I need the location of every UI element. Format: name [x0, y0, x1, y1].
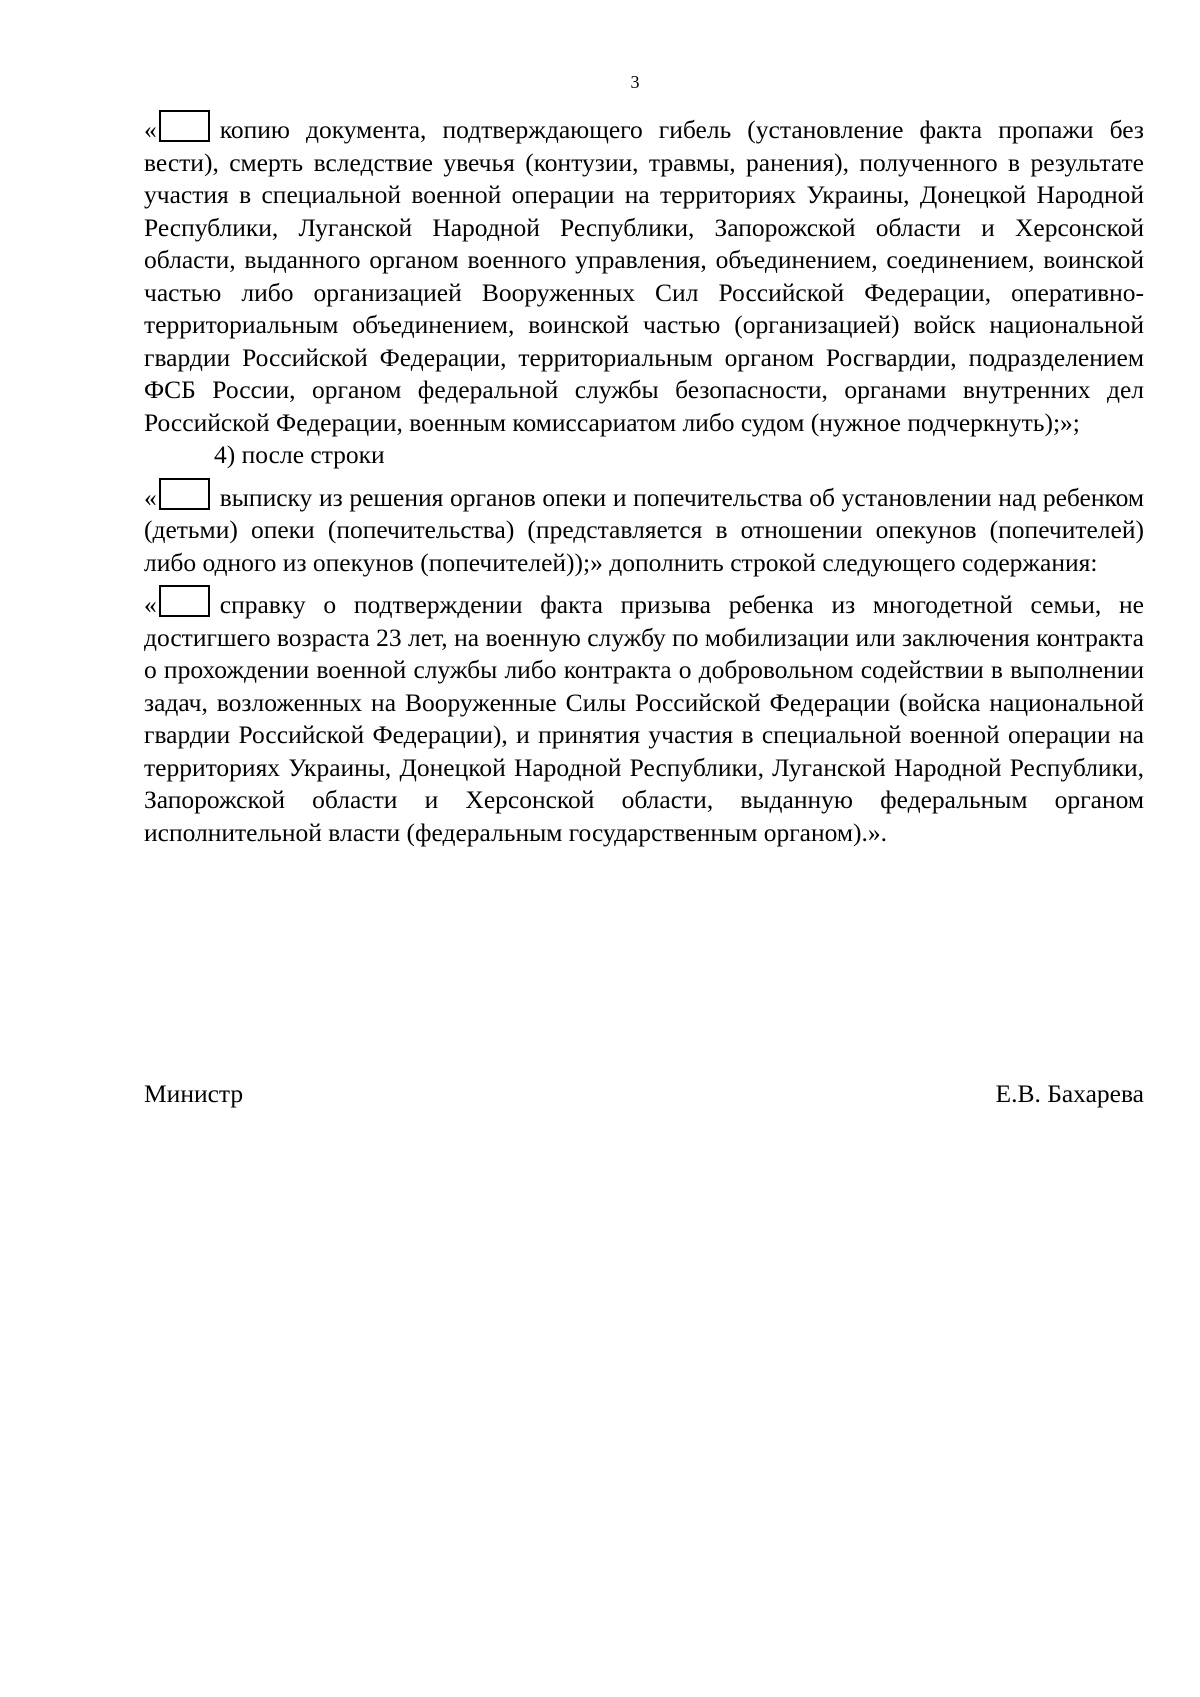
- list-item-text: справку о подтверждении факта призыва ребенка из многодетной семьи, не достигшего возраста 23 лет, на военную службу по мобилизации или заключения контракта о прохождении военной службы либо контракта о добровольном содействии в выполнении задач, возложенных на Вооруженные Силы Российской Федерации (войска национальной гвардии Российской Федерации), и принятия участия в специальной военной операции на территориях Украины, Донецкой Народной Республики, Луганской Народной Республики, Запорожской области и Херсонской области, выданную федеральным органом исполнительной власти (федеральным государственным органом).».: [144, 590, 1144, 847]
- opening-quote: «: [144, 482, 157, 512]
- list-item-text: копию документа, подтверждающего гибель (установление факта пропажи без вести), смерть вследствие увечья (контузии, травмы, ранения), полученного в результате участия в специальной военной операции на территориях Украины, Донецкой Народной Республики, Луганской Народной Республики, Запорожской области и Херсонской области, выданного органом военного управления, объединением, соединением, воинской частью либо организацией Вооруженных Сил Российской Федерации, оперативно-территориальным объединением, воинской частью (организацией) войск национальной гвардии Российской Федерации, территориальным органом Росгвардии, подразделением ФСБ России, органом федеральной службы безопасности, органами внутренних дел Российской Федерации, военным комиссариатом либо судом (нужное подчеркнуть);»;: [144, 115, 1144, 437]
- list-item-conscription-certificate: [144, 585, 1144, 849]
- checkbox-icon[interactable]: [159, 585, 210, 617]
- opening-quote: «: [144, 590, 157, 619]
- page-number: 3: [630, 72, 640, 92]
- opening-quote: «: [144, 115, 157, 144]
- list-item-text: выписку из решения органов опеки и попечительства об установлении над ребенком (детьми) опеки (попечительства) (представляется в отношении опекунов (попечителей) либо одного из опекунов (попечителей));» дополнить строкой следующего содержания:: [144, 482, 1144, 577]
- section-4-heading: 4) после строки: [214, 440, 385, 469]
- list-item-guardianship-extract: [144, 478, 1144, 580]
- signatory-title: Министр: [144, 1079, 244, 1108]
- document-body: [144, 110, 1144, 849]
- signatory-name: Е.В. Бахарева: [995, 1079, 1144, 1108]
- checkbox-icon[interactable]: [159, 110, 210, 142]
- signature-block: [144, 1078, 1144, 1112]
- list-item-death-document: [144, 110, 1144, 439]
- checkbox-icon[interactable]: [159, 478, 210, 510]
